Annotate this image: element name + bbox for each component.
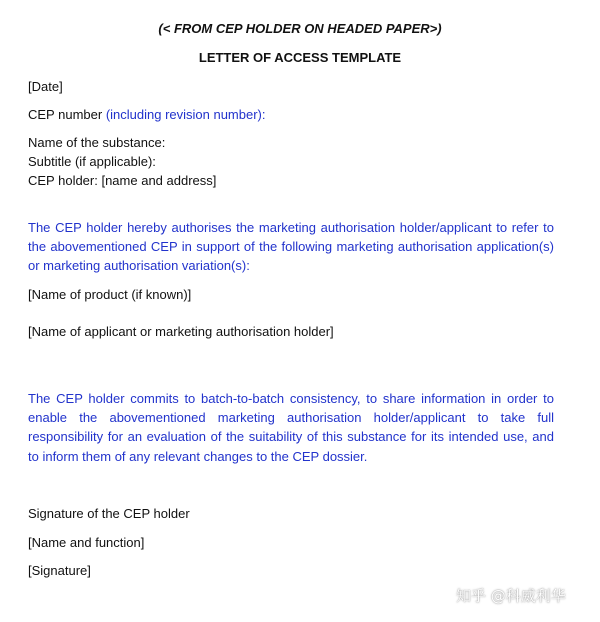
commitment-paragraph: The CEP holder commits to batch-to-batch consistency, to share information in order to enable the abovementioned marketing authorisation holder/applicant to take full responsibility for an evaluation of the suitability of this substance for its intended use, and to inform them of any relevant changes to the CEP dossier. — [28, 391, 554, 464]
signature-field: [Signature] — [28, 563, 91, 578]
page-title: LETTER OF ACCESS TEMPLATE — [198, 50, 402, 65]
name-function-field: [Name and function] — [28, 535, 145, 550]
date-field: [Date] — [28, 79, 63, 94]
header-source-note: (< FROM CEP HOLDER ON HEADED PAPER>) — [158, 21, 442, 36]
signature-label: Signature of the CEP holder — [28, 506, 190, 521]
cep-number-label: CEP number — [28, 107, 103, 122]
substance-name-field: Name of the substance: — [28, 135, 166, 150]
watermark-text: 知乎 @科威利华 — [456, 587, 566, 605]
cep-number-field — [28, 105, 266, 124]
authorisation-paragraph: The CEP holder hereby authorises the marketing authorisation holder/applicant to refer to the abovementioned CEP in support of the following marketing authorisation application(s) or marketing authorisation variation(s): — [28, 220, 554, 274]
subtitle-field: Subtitle (if applicable): — [28, 154, 156, 169]
product-name-field: [Name of product (if known)] — [28, 287, 192, 302]
cep-number-note: (including revision number): — [105, 107, 266, 122]
cep-holder-field: CEP holder: [name and address] — [28, 173, 217, 188]
applicant-name-field: [Name of applicant or marketing authorisation holder] — [28, 324, 334, 339]
